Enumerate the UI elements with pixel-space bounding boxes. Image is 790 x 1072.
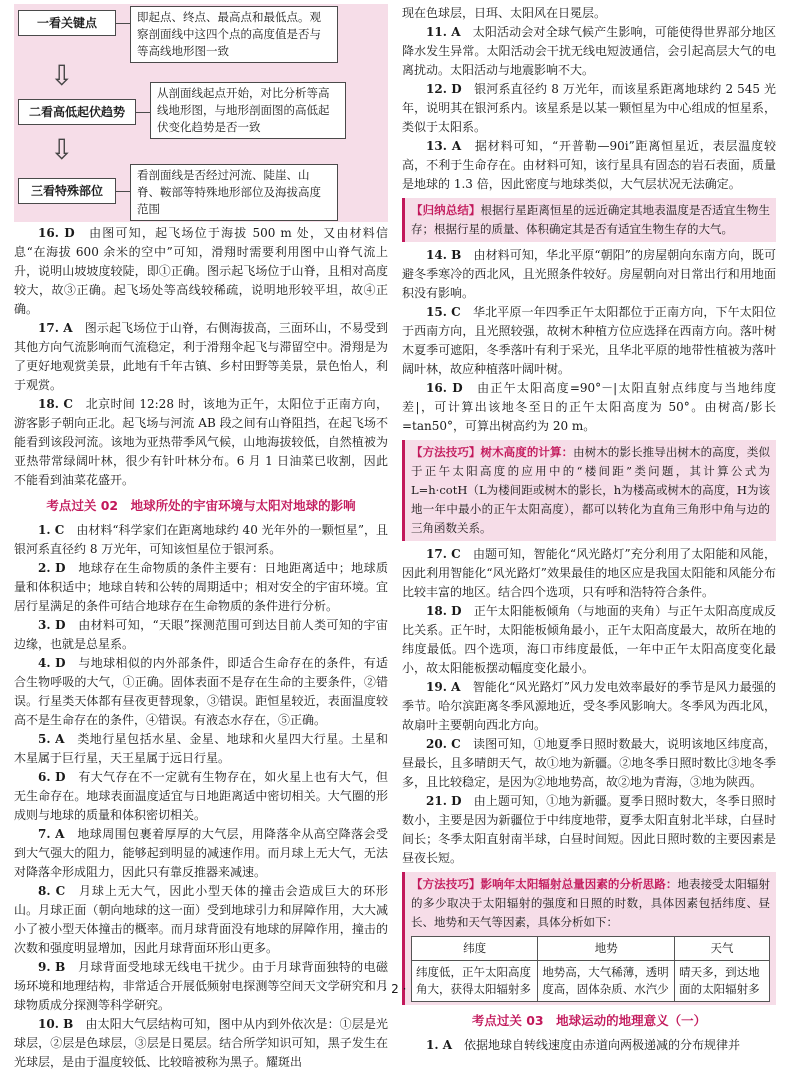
answer-paragraph: 14. B 由材料可知，华北平原“朝阳”的房屋朝向东南方向，既可避冬季寒冷的西北风，且光照条件较好。房屋朝向对日常出行和用地面积没有影响。 <box>402 248 776 300</box>
answer-paragraph: 19. A 智能化“风光路灯”风力发电效率最好的季节是风力最强的季节。哈尔滨距离冬季风源地近，受冬季风影响大。冬季风为西北风，故扇叶主要朝向西北方向。 <box>402 680 776 732</box>
tip-text: 由树木的影长推导出树木的高度，类似于正午太阳高度的应用中的“楼间距”类问题，其计算公式为 L=h·cotH（L为楼间距或树木的影长，h为楼高或树木的高度，H为该地一年中最小的正午太阳高度），都可以转化为直角三角形中角与边的三角函数关系。 <box>411 445 771 535</box>
table-cell: 地势高，大气稀薄，透明度高，固体杂质、水汽少 <box>538 961 675 1002</box>
flow-step-3: 三看特殊部位 <box>18 178 116 204</box>
answer-paragraph: 17. A 图示起飞场位于山脊，右侧海拔高，三面环山，不易受到其他方向气流影响而气流稳定，利于滑翔伞起飞与滞留空中。滑翔是为了更好地观赏美景，此地有千年古镇、乡村田野等美景，景色怡人，利于观赏。 <box>14 321 388 392</box>
answer-paragraph: 2. D 地球存在生命物质的条件主要有：日地距离适中；地球质量和体积适中；地球自转和公转的周期适中；相对安全的宇宙环境。宜居行星满足的条件可结合地球存在生命物质的条件进行分析。 <box>14 561 388 613</box>
tip-tag: 【方法技巧】影响年太阳辐射总量因素的分析思路： <box>411 877 678 891</box>
answer-paragraph: 18. D 正午太阳能板倾角（与地面的夹角）与正午太阳高度成反比关系。正午时，太阳能板倾角最小，正午太阳高度最大，故所在地的纬度最低。四个选项，海口市纬度最低，一年中正午太阳高度变化最小，故太阳能板摆动幅度变化最小。 <box>402 604 776 675</box>
section-title-03: 考点过关 03 地球运动的地理意义（一） <box>471 1013 707 1028</box>
flow-desc-3: 看剖面线是否经过河流、陡崖、山脊、鞍部等特殊地形部位及海拔高度范围 <box>130 164 338 221</box>
answer-paragraph: 16. D 由图可知，起飞场位于海拔 500 m 处，又由材料信息“在海拔 600 余米的空中”可知，滑翔时需要利用图中山脊气流上升，说明山坡坡度较陡，即①正确。图示起飞场位于山脊，且相对高度较大，故③正确。起飞场处等高线较稀疏，说明地形较平坦，故④正确。 <box>14 226 388 316</box>
answer-paragraph: 17. C 由题可知，智能化“风光路灯”充分利用了太阳能和风能，因此利用智能化“风光路灯”效果最佳的地区应是我国太阳能和风能分布比较丰富的地区。结合四个选项，只有呼和浩特符合条件。 <box>402 547 776 599</box>
flowchart-box <box>14 4 388 222</box>
answer-paragraph: 18. C 北京时间 12:28 时，该地为正午，太阳位于正南方向，游客影子朝向正北。起飞场与河流 AB 段之间有山脊阻挡，在起飞场不能看到该段河流。该地为亚热带季风气候，山地海拔较低，自然植被为亚热带常绿阔叶林，很少有针叶林分布。6 月 1 日油菜已收割，因此不能看到油菜花盛开。 <box>14 397 389 487</box>
table-header: 天气 <box>675 937 770 961</box>
flow-step-2: 二看高低起伏趋势 <box>18 99 136 125</box>
answer-paragraph: 12. D 银河系直径约 8 万光年，而该星系距离地球约 2 545 光年，说明其在银河系内。该星系是以某一颗恒星为中心组成的恒星系，类似于太阳系。 <box>402 82 777 134</box>
answer-paragraph: 4. D 与地球相似的内外部条件，即适合生命存在的条件，有适合生物呼吸的大气，①正确。固体表面不是存在生命的主要条件，②错误。行星类天体都有昼夜更替现象，③错误。距恒星较近，表面温度较高不是生命存在的条件，④错误。有液态水存在，⑤正确。 <box>14 656 388 727</box>
answer-paragraph: 5. A 类地行星包括水星、金星、地球和火星四大行星。土星和木星属于巨行星，天王星属于远日行星。 <box>14 732 388 765</box>
summary-tip-box <box>402 198 776 242</box>
flow-connector <box>136 112 150 113</box>
section-title-02: 考点过关 02 地球所处的宇宙环境与太阳对地球的影响 <box>46 498 356 513</box>
answer-paragraph: 3. D 由材料可知，“天眼”探测范围可到达目前人类可知的宇宙边缘，也就是总星系。 <box>14 618 388 651</box>
table-header: 地势 <box>538 937 675 961</box>
answer-paragraph: 现在色球层，日珥、太阳风在日冕层。 <box>402 6 607 20</box>
method-tip-box <box>402 440 776 541</box>
answer-paragraph: 21. D 由上题可知，①地为新疆。夏季日照时数大，冬季日照时数小，主要是因为新疆位于中纬度地带，夏季太阳直射北半球，白昼时间长；冬季太阳直射南半球，白昼时间短。因此日照时数的主要因素是昼夜长短。 <box>402 794 776 865</box>
left-column <box>14 4 388 1072</box>
tip-text: 地表接受太阳辐射的多少取决于太阳辐射的强度和日照的时数，具体因素包括纬度、昼长、地势和天气等因素，具体分析如下： <box>411 877 771 929</box>
table-header: 纬度 <box>412 937 538 961</box>
page-number: · 2 · <box>383 982 407 996</box>
answer-paragraph: 15. C 华北平原一年四季正午太阳都位于正南方向，下午太阳位于西南方向，且光照较强，故树木种植方位应选择在西南方向。落叶树木夏季可遮阳，冬季落叶有利于采光，且华北平原的地带性植被为落叶阔叶林，故应种植落叶阔叶树。 <box>402 305 776 376</box>
down-arrow-icon: ⇩ <box>50 59 74 92</box>
answer-paragraph: 9. B 月球背面受地球无线电干扰少。由于月球背面独特的电磁场环境和地理结构，非常适合开展低频射电探测等空间天文学研究和月球物质成分探测等科学研究。 <box>14 960 388 1012</box>
flow-step-1: 一看关键点 <box>18 10 116 36</box>
table-cell: 纬度低，正午太阳高度角大，获得太阳辐射多 <box>412 961 538 1002</box>
tip-tag: 【归纳总结】 <box>411 203 481 217</box>
answer-paragraph: 20. C 读图可知，①地夏季日照时数最大，说明该地区纬度高，昼最长，且多晴朗天气，故①地为新疆。②地冬季日照时数比③地冬季多，且比较稳定，是因为②地地势高，故②地为青海，③地为陕西。 <box>402 737 776 789</box>
down-arrow-icon: ⇩ <box>50 133 74 166</box>
answer-paragraph: 16. D 由正午太阳高度=90°－|太阳直射点纬度与当地纬度差|，可计算出该地冬至日的正午太阳高度为 50°。由树高/影长=tan50°，可算出树高约为 20 m。 <box>402 381 776 433</box>
answer-paragraph: 6. D 有大气存在不一定就有生物存在，如火星上也有大气，但无生命存在。地球表面温度适宜与日地距离适中密切相关。大气圈的形成则与地球的质量和体积密切相关。 <box>14 770 388 822</box>
answer-paragraph: 11. A 太阳活动会对全球气候产生影响，可能使得世界部分地区降水发生异常。太阳活动会干扰无线电短波通信，会引起高层大气的电离扰动。太阳活动与地震影响不大。 <box>402 25 776 77</box>
answer-paragraph: 8. C 月球上无大气，因此小型天体的撞击会造成巨大的环形山。月球正面（朝向地球的这一面）受到地球引力和屏障作用，大大减小了被小型天体撞击的概率。而月球背面没有地球的屏障作用，撞击的次数和强度明显增加，因此月球背面环形山更多。 <box>14 884 388 955</box>
table-cell: 晴天多，到达地面的太阳辐射多 <box>675 961 770 1002</box>
answer-paragraph: 10. B 由太阳大气层结构可知，图中从内到外依次是：①层是光球层，②层是色球层，③层是日冕层。结合所学知识可知，黑子发生在光球层，是由于温度较低、比较暗被称为黑子。耀斑出 <box>14 1017 388 1069</box>
flow-desc-1: 即起点、终点、最高点和最低点。观察剖面线中这四个点的高度值是否与等高线地形图一致 <box>130 6 338 63</box>
answer-paragraph: 1. C 由材料“科学家们在距离地球约 40 光年外的一颗恒星”，且银河系直径约 8 万光年，可知该恒星位于银河系。 <box>14 523 388 556</box>
table-header-row <box>412 937 770 961</box>
answers-block-1 <box>14 224 388 490</box>
flow-connector <box>116 191 130 192</box>
tip-text: 根据行星距离恒星的远近确定其地表温度是否适宜生物生存；根据行星的质量、体积确定其是否有适宜生物生存的大气。 <box>411 203 770 236</box>
answer-paragraph: 7. A 地球周围包裹着厚厚的大气层，用降落伞从高空降落会受到大气强大的阻力，能够起到明显的减速作用。而月球上无大气，无法对降落伞形成阻力，因此只有靠反推器来减速。 <box>14 827 388 879</box>
answer-paragraph: 1. A 依据地球自转线速度由赤道向两极递减的分布规律并 <box>426 1038 741 1052</box>
answer-paragraph: 13. A 据材料可知，“开普勒—90i”距离恒星近，表层温度较高，不利于生命存在。由材料可知，该行星具有固态的岩石表面，质量是地球的 1.3 倍，因此密度与地球类似，大气层状况无法确定。 <box>402 139 776 191</box>
flow-connector <box>116 23 130 24</box>
right-column <box>402 4 776 1055</box>
tip-tag: 【方法技巧】树木高度的计算： <box>411 445 574 459</box>
flow-desc-2: 从剖面线起点开始，对比分析等高线地形图，与地形剖面图的高低起伏变化趋势是否一致 <box>150 82 346 139</box>
